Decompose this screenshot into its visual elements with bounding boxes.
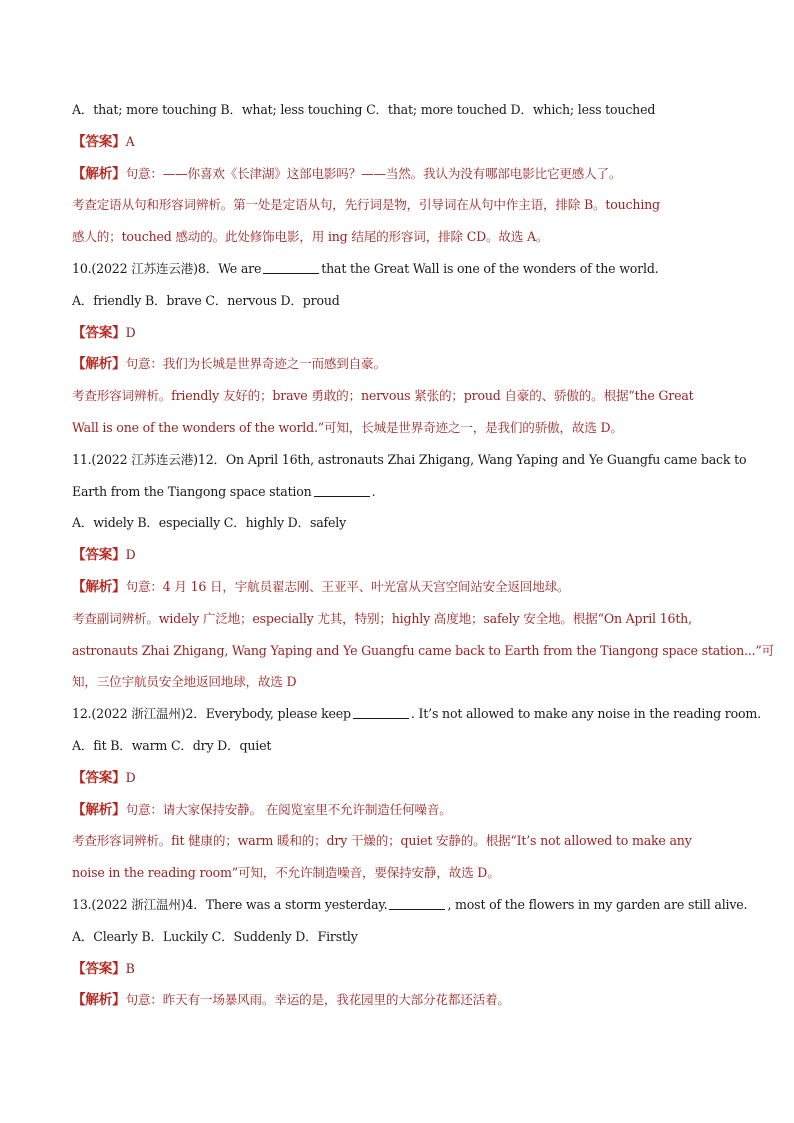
q9-answer [72,131,724,163]
answer-value: D [125,547,136,563]
q9-analysis-2: 考查定语从句和形容词辨析。第一处是定语从句，先行词是物，引导词在从句中作主语，排除 B。touching [72,197,660,213]
analysis-tag: 【解析】 [72,356,126,373]
q10-answer [72,322,724,354]
q11-analysis-2: 考查副词辨析。widely 广泛地；especially 尤其，特别；highly 高度地；safely 安全地。根据“On April 16th, [72,610,692,626]
analysis-tag: 【解析】 [72,992,126,1009]
q9-options: A．that; more touching B．what; less touching C．that; more touched D．which; less touched [72,102,656,117]
q13-options: A．Clearly B．Luckily C．Suddenly D．Firstly [72,928,358,944]
answer-value: D [125,324,136,340]
answer-tag: 【答案】 [72,547,126,564]
q13-analysis-1: 【解析】句意：昨天有一场暴风雨。幸运的是，我花园里的大部分花都还活着。 [72,992,510,1009]
answer-blank [314,484,370,497]
answer-tag: 【答案】 [72,133,126,150]
answer-tag: 【答案】 [72,769,126,786]
q10-stem: 10.(2022 江苏连云港)8．We are that the Great Wall is one of the wonders of the world. [72,260,659,276]
q11-options: A．widely B．especially C．highly D．safely [72,515,347,531]
q10-options: A．friendly B．brave C．nervous D．proud [72,292,340,308]
q11-analysis-4: 知，三位宇航员安全地返回地球，故选 D [72,674,297,690]
q13-answer [72,958,724,990]
answer-blank [353,706,409,719]
q12-options: A．fit B．warm C．dry D．quiet [72,737,272,753]
answer-tag: 【答案】 [72,960,126,977]
analysis-tag: 【解析】 [72,578,126,595]
q12-answer [72,767,724,799]
answer-value: A [125,133,135,149]
q12-stem: 12.(2022 浙江温州)2．Everybody, please keep . It’s not allowed to make any noise in the reading room. [72,706,761,722]
answer-blank [389,897,445,910]
q11-stem-1: 11.(2022 江苏连云港)12．On April 16th, astronauts Zhai Zhigang, Wang Yaping and Ye Guangfu came back to [72,451,747,467]
q10-analysis-1: 【解析】句意：我们为长城是世界奇迹之一而感到自豪。 [72,356,386,373]
q13-stem: 13.(2022 浙江温州)4．There was a storm yesterday. , most of the flowers in my garden are still alive. [72,896,748,912]
answer-blank [263,261,319,274]
q11-stem-2: Earth from the Tiangong space station . [72,483,376,499]
q12-analysis-1: 【解析】句意：请大家保持安静。 在阅览室里不允许制造任何噪音。 [72,801,452,818]
answer-value: D [125,769,136,785]
q10-analysis-2: 考查形容词辨析。friendly 友好的；brave 勇敢的；nervous 紧张的；proud 自豪的、骄傲的。根据“the Great [72,388,694,404]
question-content [72,99,775,1021]
q12-analysis-2: 考查形容词辨析。fit 健康的；warm 暖和的；dry 干燥的；quiet 安静的。根据“It’s not allowed to make any [72,833,692,849]
q11-analysis-3: astronauts Zhai Zhigang, Wang Yaping and Ye Guangfu came back to Earth from the Tiangong space station...”可 [72,642,775,658]
q12-analysis-3: noise in the reading room”可知，不允许制造噪音，要保持安静，故选 D。 [72,865,500,881]
q10-analysis-3: Wall is one of the wonders of the world.”可知，长城是世界奇迹之一，是我们的骄傲，故选 D。 [72,419,623,435]
q11-answer [72,544,724,576]
analysis-tag: 【解析】 [72,801,126,818]
answer-tag: 【答案】 [72,324,126,341]
analysis-tag: 【解析】 [72,165,126,182]
q9-analysis-1: 【解析】句意：——你喜欢《长津湖》这部电影吗？——当然。我认为没有哪部电影比它更感人了。 [72,165,622,182]
q11-analysis-1: 【解析】句意：4 月 16 日，宇航员翟志刚、王亚平、叶光富从天宫空间站安全返回地球。 [72,578,570,595]
answer-value: B [125,960,135,976]
q9-analysis-3: 感人的；touched 感动的。此处修饰电影，用 ing 结尾的形容词，排除 CD。故选 A。 [72,229,549,245]
